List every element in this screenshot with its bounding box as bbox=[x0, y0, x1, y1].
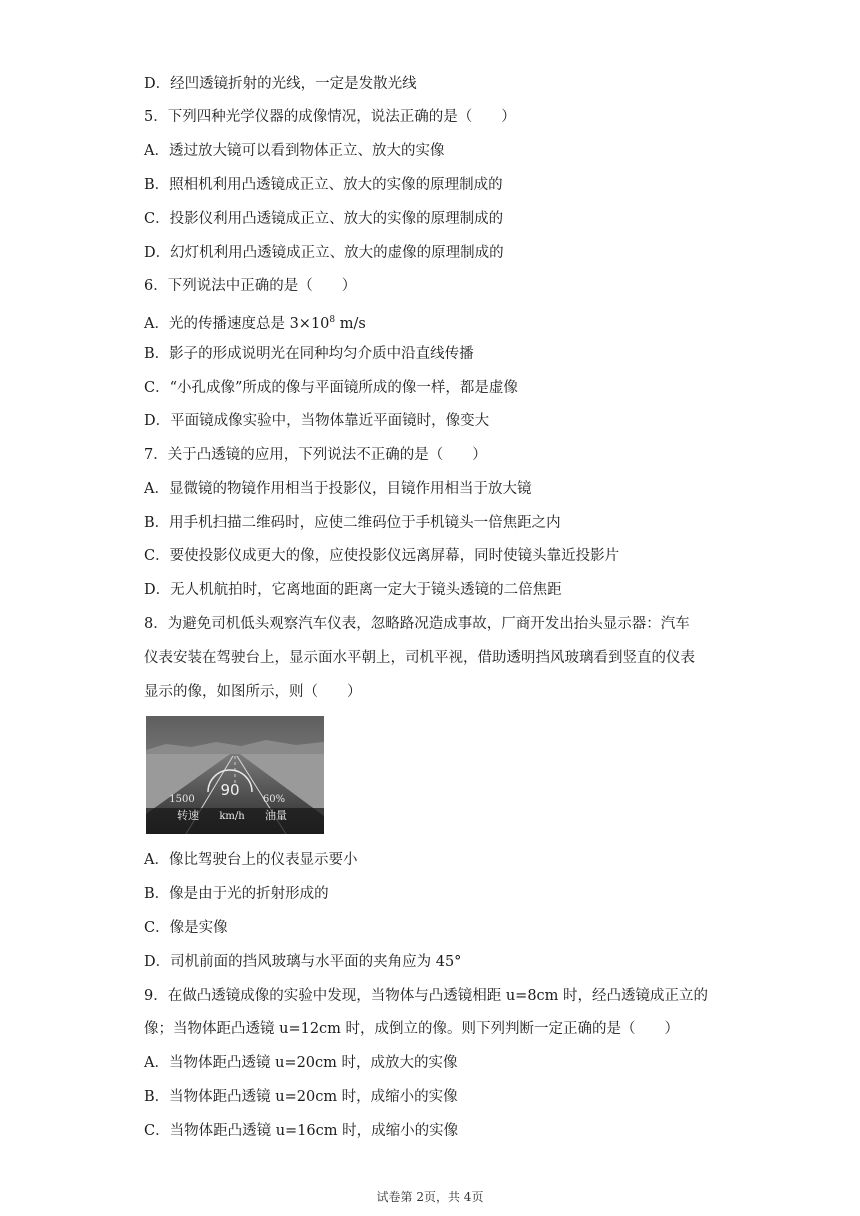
q8-option-a: A．像比驾驶台上的仪表显示要小 bbox=[144, 852, 358, 868]
q8-stem-line-3: 显示的像，如图所示，则（ ） bbox=[144, 684, 362, 700]
q8-option-b: B．像是由于光的折射形成的 bbox=[144, 886, 329, 902]
hud-speed: 90 bbox=[220, 781, 240, 799]
hud-label-unit: km/h bbox=[219, 811, 245, 822]
q8-option-c: C．像是实像 bbox=[144, 920, 228, 936]
q9-option-a: A．当物体距凸透镜 u=20cm 时，成放大的实像 bbox=[144, 1055, 458, 1071]
hud-fuel: 60% bbox=[262, 794, 286, 805]
q8-option-d: D．司机前面的挡风玻璃与水平面的夹角应为 45° bbox=[144, 954, 462, 970]
q6-option-c: C．“小孔成像”所成的像与平面镜所成的像一样，都是虚像 bbox=[144, 380, 518, 396]
q9-option-c: C．当物体距凸透镜 u=16cm 时，成缩小的实像 bbox=[144, 1123, 459, 1139]
page-footer: 试卷第 2页，共 4页 bbox=[376, 1190, 484, 1204]
q5-option-a: A．透过放大镜可以看到物体正立、放大的实像 bbox=[144, 143, 445, 159]
hud-label-rpm: 转速 bbox=[177, 809, 199, 822]
q7-option-c: C．要使投影仪成更大的像，应使投影仪远离屏幕，同时使镜头靠近投影片 bbox=[144, 548, 620, 564]
q7-option-d: D．无人机航拍时，它离地面的距离一定大于镜头透镜的二倍焦距 bbox=[144, 582, 562, 598]
q4-option-d: D．经凹透镜折射的光线，一定是发散光线 bbox=[144, 76, 417, 92]
q5-option-d: D．幻灯机利用凸透镜成正立、放大的虚像的原理制成的 bbox=[144, 245, 504, 261]
q6-option-d: D．平面镜成像实验中，当物体靠近平面镜时，像变大 bbox=[144, 413, 490, 429]
hud-photo bbox=[146, 716, 324, 834]
q5-stem: 5．下列四种光学仪器的成像情况，说法正确的是（ ） bbox=[144, 109, 516, 125]
q8-stem-line-2: 仪表安装在驾驶台上，显示面水平朝上，司机平视，借助透明挡风玻璃看到竖直的仪表 bbox=[144, 650, 695, 666]
q6-option-a bbox=[144, 310, 366, 334]
q8-stem-line-1: 8．为避免司机低头观察汽车仪表，忽略路况造成事故，厂商开发出抬头显示器：汽车 bbox=[144, 616, 690, 632]
q5-option-c: C．投影仪利用凸透镜成正立、放大的实像的原理制成的 bbox=[144, 211, 504, 227]
q5-option-b: B．照相机利用凸透镜成正立、放大的实像的原理制成的 bbox=[144, 177, 503, 193]
q9-stem-line-1: 9．在做凸透镜成像的实验中发现，当物体与凸透镜相距 u=8cm 时，经凸透镜成正立的 bbox=[144, 988, 709, 1004]
hud-rpm: 1500 bbox=[169, 794, 195, 805]
q7-option-a: A．显微镜的物镜作用相当于投影仪，目镜作用相当于放大镜 bbox=[144, 481, 532, 497]
q9-option-b: B．当物体距凸透镜 u=20cm 时，成缩小的实像 bbox=[144, 1089, 458, 1105]
q6-option-a-unit: m/s bbox=[335, 315, 366, 332]
q7-option-b: B．用手机扫描二维码时，应使二维码位于手机镜头一倍焦距之内 bbox=[144, 515, 561, 531]
q7-stem: 7．关于凸透镜的应用，下列说法不正确的是（ ） bbox=[144, 447, 487, 463]
q6-option-a-exponent: 8 bbox=[329, 315, 336, 325]
q6-option-a-text: A．光的传播速度总是 3×10 bbox=[144, 315, 330, 332]
hud-label-fuel: 油量 bbox=[265, 809, 287, 822]
q6-stem: 6．下列说法中正确的是（ ） bbox=[144, 278, 357, 294]
q6-option-b: B．影子的形成说明光在同种均匀介质中沿直线传播 bbox=[144, 346, 474, 362]
q9-stem-line-2: 像；当物体距凸透镜 u=12cm 时，成倒立的像。则下列判断一定正确的是（ ） bbox=[144, 1021, 680, 1037]
